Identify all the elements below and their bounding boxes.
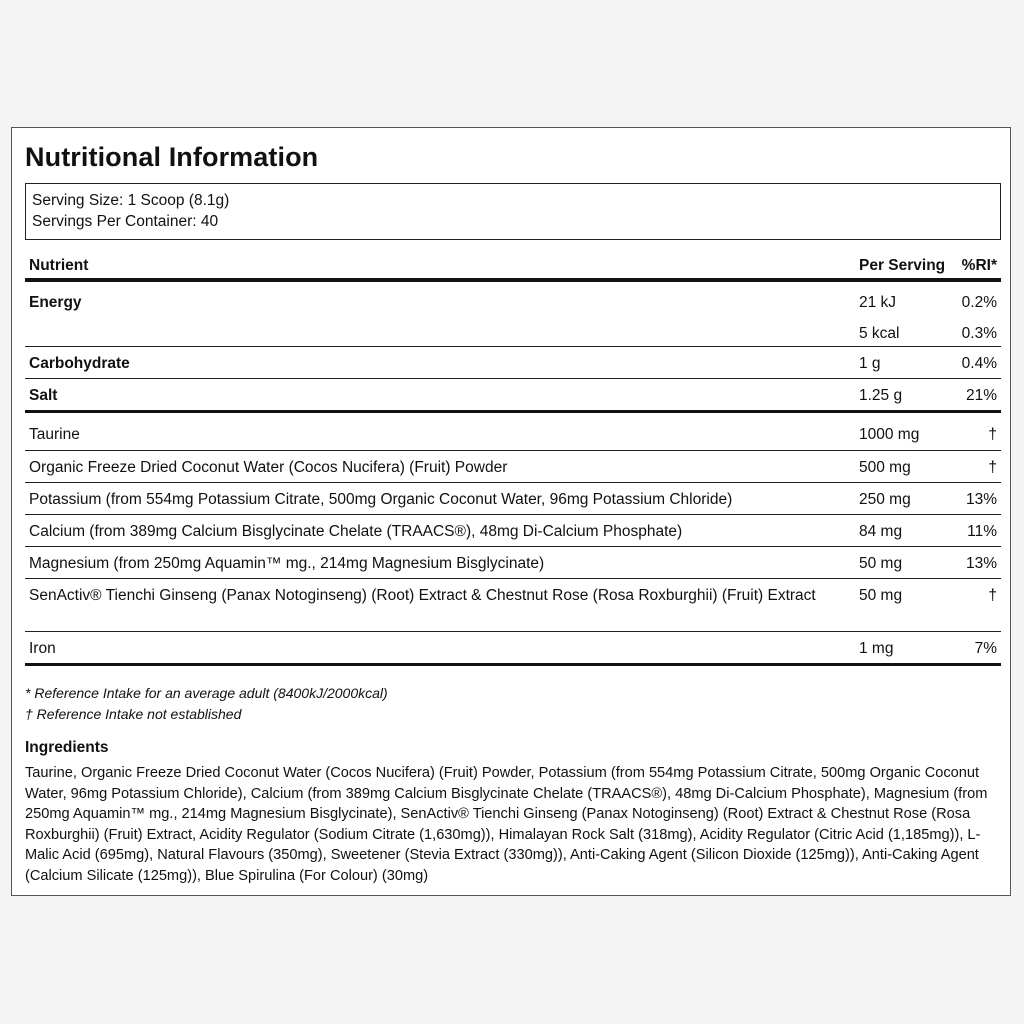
nutrient-name: Magnesium (from 250mg Aquamin™ mg., 214mg Magnesium Bisglycinate) (29, 555, 545, 572)
nutrient-amount: 250 mg (859, 491, 911, 508)
nutrient-amount: 5 kcal (859, 325, 900, 342)
nutrient-ri: 0.2% (961, 294, 997, 311)
nutrient-amount: 1000 mg (859, 426, 920, 443)
table-row (25, 579, 1001, 632)
nutrient-amount: 500 mg (859, 459, 911, 476)
nutrient-name: Energy (29, 294, 82, 311)
header-ri: %RI* (961, 257, 997, 274)
page-title: Nutritional Information (25, 142, 319, 172)
footnotes (25, 683, 388, 725)
table-row (25, 379, 1001, 413)
table-row (25, 347, 1001, 379)
ingredients-text: Taurine, Organic Freeze Dried Coconut Water (Cocos Nucifera) (Fruit) Powder, Potassium (from 554mg Potassium Citrate, 500mg Organic Coconut Water, 96mg Potassium Chloride), Calcium (from 389mg Calcium Bisglycinate Chelate (TRAACS®), 48mg Di-Calcium Phosphate), Magnesium (from 250mg Aquamin™ mg., 214mg Magnesium Bisglycinate), SenActiv® Tienchi Ginseng (Panax Notoginseng) (Root) Extract & Chestnut Rose (Rosa Roxburghii) (Fruit) Extract, Acidity Regulator (Sodium Citrate (1,630mg)), Himalayan Rock Salt (318mg), Acidity Regulator (Citric Acid (1,185mg)), L-Malic Acid (695mg), Natural Flavours (350mg), Sweetener (Stevia Extract (330mg)), Anti-Caking Agent (Silicon Dioxide (125mg)), Anti-Caking Agent (Calcium Silicate (125mg)), Blue Spirulina (For Colour) (30mg) (25, 765, 988, 884)
nutrient-amount: 1 g (859, 355, 881, 372)
nutrient-ri: 0.3% (961, 325, 997, 342)
nutrient-ri: 7% (974, 640, 997, 657)
nutrient-ri: † (988, 587, 997, 604)
nutrition-table (25, 242, 1001, 666)
table-row (25, 483, 1001, 515)
nutrient-ri: 13% (965, 491, 997, 508)
nutrient-name: Potassium (from 554mg Potassium Citrate, 500mg Organic Coconut Water, 96mg Potassium Chloride) (29, 491, 733, 508)
nutrient-ri: † (988, 459, 997, 476)
table-row (25, 413, 1001, 451)
nutrient-ri: 21% (965, 387, 997, 404)
nutrient-amount: 21 kJ (859, 294, 897, 311)
nutrient-amount: 1.25 g (859, 387, 903, 404)
table-row (25, 547, 1001, 579)
table-header (25, 242, 1001, 282)
nutrient-ri: 13% (965, 555, 997, 572)
header-nutrient: Nutrient (29, 257, 89, 274)
footnote-not-established: † Reference Intake not established (25, 706, 242, 722)
nutrient-name: Salt (29, 387, 58, 404)
servings-per-container: Servings Per Container: 40 (32, 213, 219, 230)
nutrient-name: Calcium (from 389mg Calcium Bisglycinate Chelate (TRAACS®), 48mg Di-Calcium Phosphate) (29, 523, 683, 540)
nutrition-panel (11, 127, 1011, 896)
nutrient-ri: † (988, 426, 997, 443)
header-per-serving: Per Serving (859, 257, 946, 274)
table-row-energy-kcal (25, 314, 1001, 347)
nutrient-name: Taurine (29, 426, 80, 443)
serving-info-box (25, 183, 1001, 240)
nutrient-amount: 84 mg (859, 523, 903, 540)
nutrient-ri: 0.4% (961, 355, 997, 372)
nutrient-name: Organic Freeze Dried Coconut Water (Cocos Nucifera) (Fruit) Powder (29, 459, 508, 476)
nutrient-amount: 1 mg (859, 640, 894, 657)
nutrient-ri: 11% (967, 523, 997, 540)
ingredients-title: Ingredients (25, 739, 109, 756)
serving-size: Serving Size: 1 Scoop (8.1g) (32, 192, 230, 209)
nutrient-name: Iron (29, 640, 56, 657)
footnote-reference-intake: * Reference Intake for an average adult (8400kJ/2000kcal) (25, 685, 388, 701)
table-row-energy-kj (25, 282, 1001, 314)
table-row (25, 632, 1001, 666)
table-row (25, 451, 1001, 483)
nutrient-name: Carbohydrate (29, 355, 130, 372)
nutrient-amount: 50 mg (859, 555, 903, 572)
nutrient-amount: 50 mg (859, 587, 903, 604)
table-row (25, 515, 1001, 547)
nutrient-name: SenActiv® Tienchi Ginseng (Panax Notoginseng) (Root) Extract & Chestnut Rose (Rosa Roxburghii) (Fruit) Extract (29, 587, 816, 604)
